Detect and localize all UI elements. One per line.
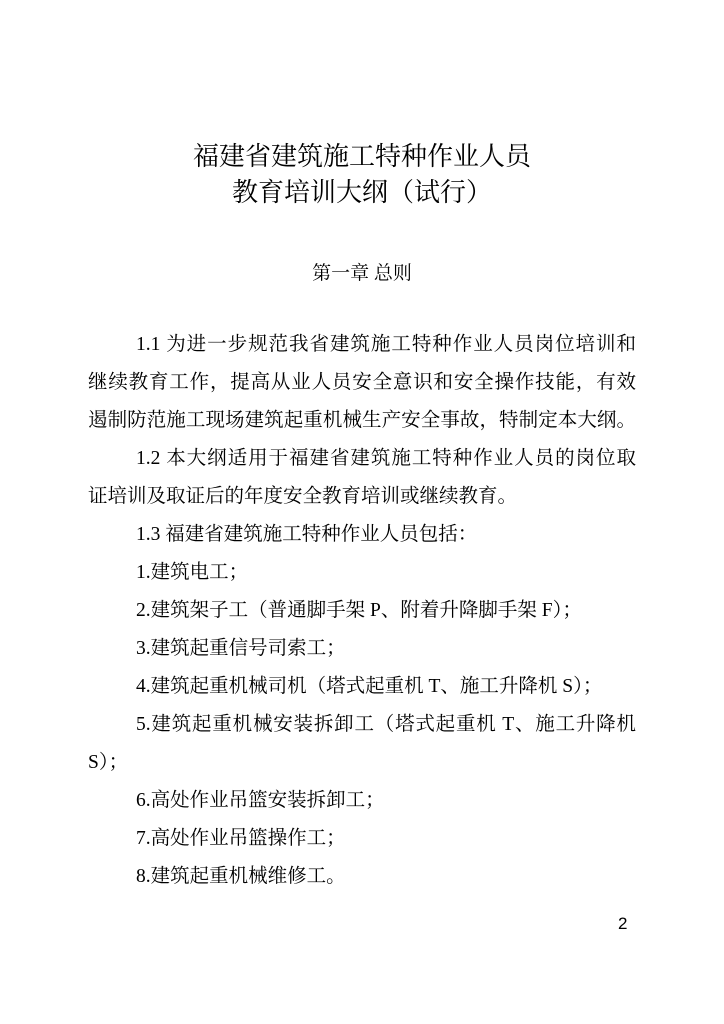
paragraph-line: 证培训及取证后的年度安全教育培训或继续教育。 — [88, 486, 518, 507]
chapter-heading: 第一章 总则 — [312, 263, 412, 284]
list-item-continuation: S）； — [88, 752, 129, 773]
list-item: 4.建筑起重机械司机（塔式起重机 T、施工升降机 S）； — [136, 676, 603, 697]
list-item: 6.高处作业吊篮安装拆卸工； — [136, 790, 385, 811]
document-title-line-2: 教育培训大纲（试行） — [231, 178, 492, 207]
document-title-line-1: 福建省建筑施工特种作业人员 — [192, 142, 531, 171]
paragraph-line: 遏制防范施工现场建筑起重机械生产安全事故，特制定本大纲。 — [88, 410, 636, 431]
paragraph-line: 1.3 福建省建筑施工特种作业人员包括： — [136, 524, 478, 545]
list-item: 1.建筑电工； — [136, 562, 249, 583]
list-item: 3.建筑起重信号司索工； — [136, 638, 346, 659]
list-item: 5.建筑起重机械安装拆卸工（塔式起重机 T、施工升降机 — [136, 714, 636, 735]
paragraph-line: 继续教育工作，提高从业人员安全意识和安全操作技能，有效 — [88, 372, 636, 393]
document-body — [88, 326, 636, 896]
paragraph-line: 1.1 为进一步规范我省建筑施工特种作业人员岗位培训和 — [136, 334, 636, 355]
list-item: 8.建筑起重机械维修工。 — [136, 866, 346, 887]
page-number: 2 — [618, 914, 628, 933]
paragraph-line: 1.2 本大纲适用于福建省建筑施工特种作业人员的岗位取 — [136, 448, 636, 469]
list-item: 7.高处作业吊篮操作工； — [136, 828, 346, 849]
list-item: 2.建筑架子工（普通脚手架 P、附着升降脚手架 F）； — [136, 600, 582, 621]
